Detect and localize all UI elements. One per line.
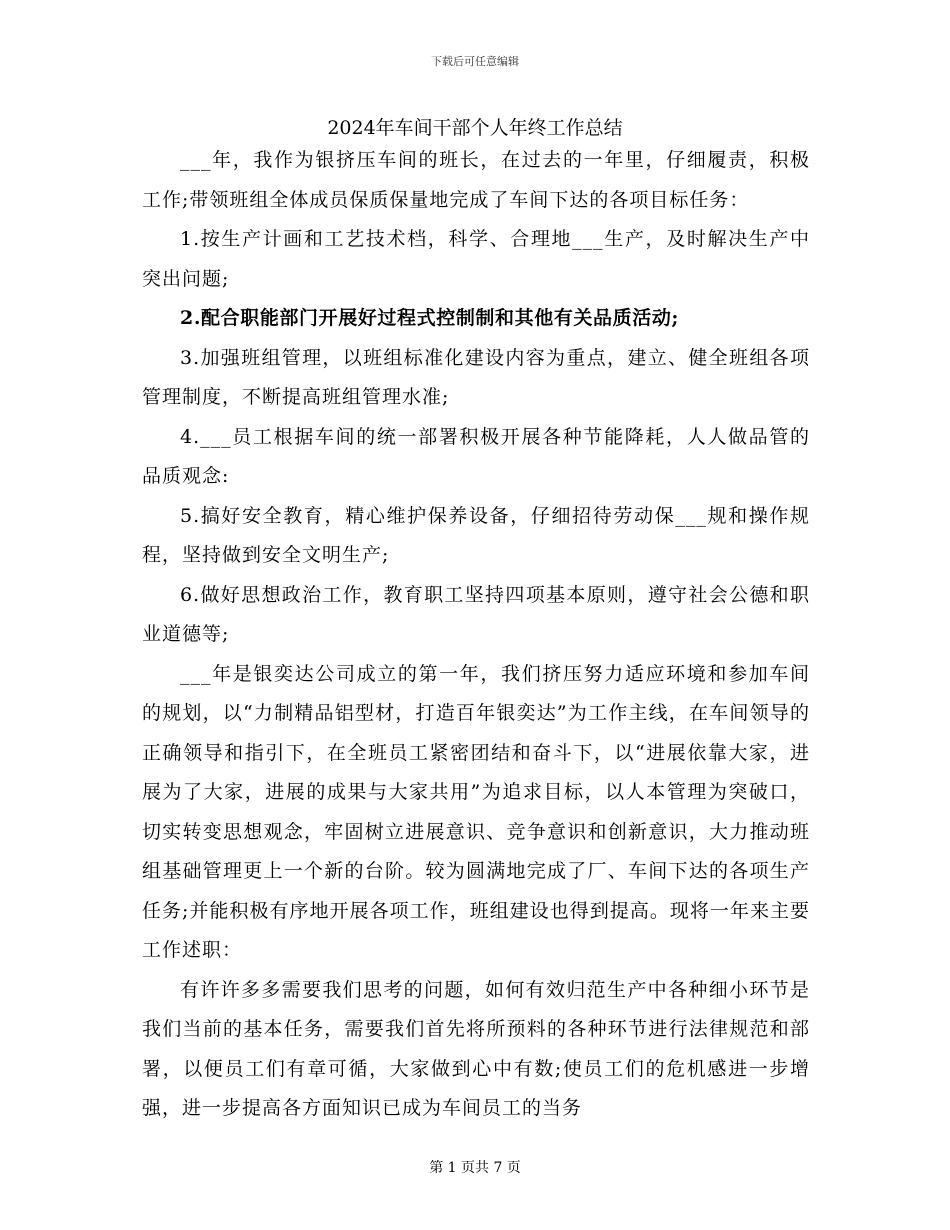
paragraph-item-3: 3.加强班组管理，以班组标准化建设内容为重点，建立、健全班组各项管理制度，不断提高班组管理水准; [142,346,810,408]
paragraph-thinking: 有许许多多需要我们思考的问题，如何有效归范生产中各种细小环节是我们当前的基本任务，需要我们首先将所预料的各种环节进行法律规范和部署，以便员工们有章可循，大家做到心中有数;使员工们的危机感进一步增强，进一步提高各方面知识已成为车间员工的当务 [142,978,810,1119]
paragraph-review: ___年是银奕达公司成立的第一年，我们挤压努力适应环境和参加车间的规划，以“力制精品铝型材，打造百年银奕达”为工作主线，在车间领导的正确领导和指引下，在全班员工紧密团结和奋斗下，以“进展依靠大家，进展为了大家，进展的成果与大家共用”为追求目标，以人本管理为突破口，切实转变思想观念，牢固树立进展意识、竞争意识和创新意识，大力推动班组基础管理更上一个新的台阶。较为圆满地完成了厂、车间下达的各项生产任务;并能积极有序地开展各项工作，班组建设也得到提高。现将一年来主要工作述职： [142,662,810,961]
page-number: 第 1 页共 7 页 [429,1160,521,1176]
paragraph-item-6: 6.做好思想政治工作，教育职工坚持四项基本原则，遵守社会公德和职业道德等; [142,583,810,645]
paragraph-item-4: 4.___员工根据车间的统一部署积极开展各种节能降耗，人人做品管的品质观念: [142,425,810,487]
header-note: 下载后可任意编辑 [431,55,519,68]
paragraph-item-2: 2.配合职能部门开展好过程式控制制和其他有关品质活动; [180,307,680,329]
document-body [142,141,810,1129]
paragraph-item-5: 5.搞好安全教育，精心维护保养设备，仔细招待劳动保___规和操作规程，坚持做到安全文明生产; [142,504,810,566]
paragraph-intro: ___年，我作为银挤压车间的班长，在过去的一年里，仔细履责，积极工作;带领班组全体成员保质保量地完成了车间下达的各项目标任务： [142,149,810,211]
paragraph-item-1: 1.按生产计画和工艺技术档，科学、合理地___生产，及时解决生产中突出问题; [142,228,810,290]
document-title: 2024年车间干部个人年终工作总结 [327,117,623,139]
